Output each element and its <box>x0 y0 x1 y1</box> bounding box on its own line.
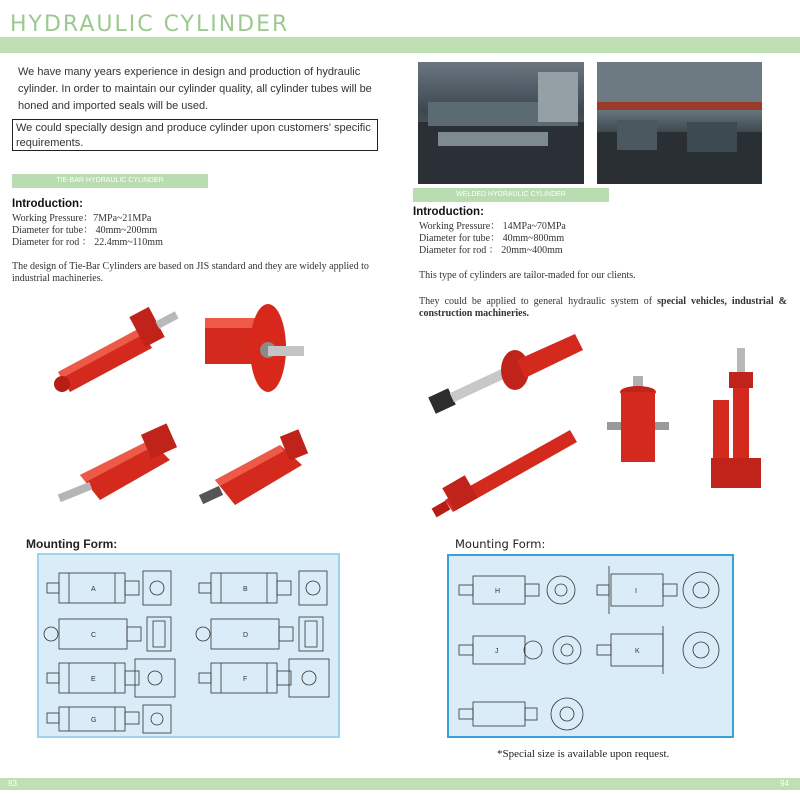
mount-label-e: E <box>91 676 96 683</box>
mount-label-d: D <box>243 632 249 639</box>
mount-label-h: H <box>495 588 501 595</box>
mount-label-f: F <box>243 676 248 683</box>
special-size-footnote: *Special size is available upon request. <box>497 748 670 760</box>
left-page-number: 93 <box>8 779 17 788</box>
factory-photo-1 <box>418 62 584 184</box>
tie-bar-cylinder-image-3 <box>58 423 177 502</box>
tie-bar-spec-rod: Diameter for rod ： 22.4mm~110mm <box>12 237 163 248</box>
tie-bar-cylinder-image-4 <box>199 429 308 505</box>
welded-mounting-heading: Mounting Form: <box>455 537 546 551</box>
welded-intro-heading: Introduction: <box>413 206 484 218</box>
welded-description-1: This type of cylinders are tailor-maded for our clients. <box>419 270 636 281</box>
mount-label-i: I <box>635 588 637 595</box>
welded-spec-pressure: Working Pressure： 14MPa~70MPa <box>419 221 566 232</box>
welded-spec-rod: Diameter for rod ： 20mm~400mm <box>419 245 563 256</box>
welded-cylinder-image-4 <box>711 348 761 488</box>
tie-bar-description: The design of Tie-Bar Cylinders are based on JIS standard and they are widely applied to industrial machineries. <box>12 261 369 284</box>
tie-bar-cylinder-image-2 <box>205 304 304 392</box>
intro-paragraph: We have many years experience in design and production of hydraulic cylinder. In order to maintain our cylinder quality, all cylinder tubes will be honed and imported seals will be used. <box>18 66 372 112</box>
custom-design-note: We could specially design and produce cylinder upon customers' specific requirements. <box>12 119 378 151</box>
welded-cylinder-photos <box>425 330 785 530</box>
mount-label-g: G <box>91 717 97 724</box>
tie-bar-mounting-heading: Mounting Form: <box>26 537 118 551</box>
mount-label-c: C <box>91 632 97 639</box>
welded-description-2-text: They could be applied to general hydraulic system of <box>419 296 658 307</box>
welded-section-label: WELDED HYDRAULIC CYLINDER <box>413 188 609 202</box>
footer-bar <box>0 778 800 790</box>
tie-bar-intro-heading: Introduction: <box>12 198 83 210</box>
welded-description-2 <box>419 296 787 319</box>
page-title: HYDRAULIC CYLINDER <box>10 12 290 37</box>
welded-cylinder-image-3 <box>607 376 669 462</box>
tie-bar-section-label: TIE-BAR HYDRAULIC CYLINDER <box>12 174 208 188</box>
factory-photo-2 <box>597 62 762 184</box>
mount-label-a: A <box>91 586 96 593</box>
welded-cylinder-image-1 <box>428 334 583 414</box>
tie-bar-spec-tube: Diameter for tube： 40mm~200mm <box>12 225 158 236</box>
welded-mounting-drawings <box>449 556 732 736</box>
header-bar <box>0 37 800 53</box>
mount-label-k: K <box>635 648 640 655</box>
welded-spec-tube: Diameter for tube： 40mm~800mm <box>419 233 565 244</box>
welded-mounting-diagram <box>447 554 734 738</box>
right-page-number: 94 <box>780 779 789 788</box>
welded-cylinder-image-2 <box>432 430 577 517</box>
mount-label-b: B <box>243 586 248 593</box>
tie-bar-mounting-diagram <box>37 553 340 738</box>
tie-bar-spec-pressure: Working Pressure：7MPa~21MPa <box>12 213 152 224</box>
tie-bar-mounting-drawings <box>39 555 338 736</box>
mount-label-j: J <box>495 648 499 655</box>
tie-bar-cylinder-image-1 <box>54 307 179 392</box>
welded-description-2-bold: special vehicles, industrial & construction machineries. <box>419 296 787 319</box>
tie-bar-cylinder-photos <box>40 300 370 520</box>
